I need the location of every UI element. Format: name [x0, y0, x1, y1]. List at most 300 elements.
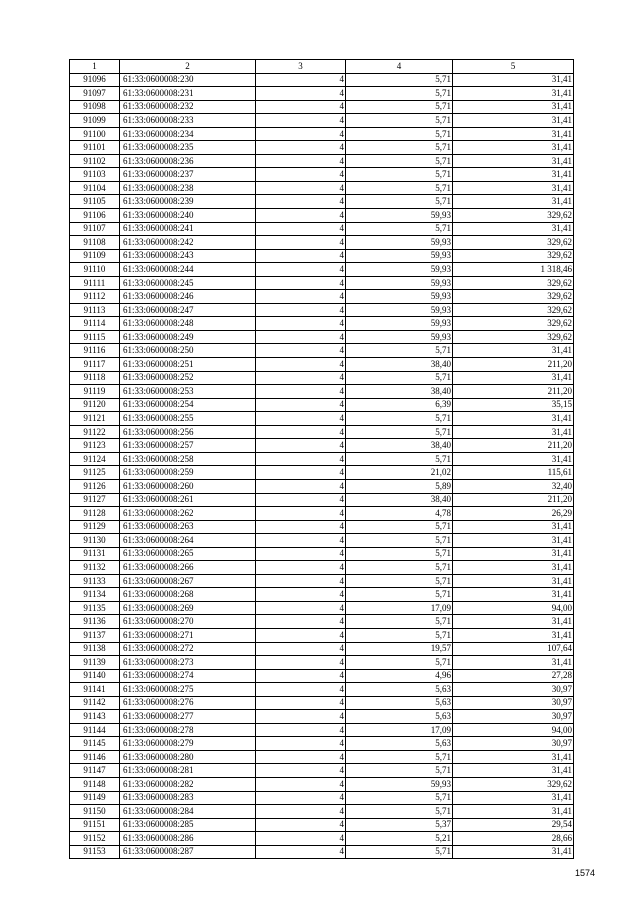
- table-row: [70, 642, 574, 656]
- table-row: [70, 764, 574, 778]
- row-number-cell: 91124: [70, 452, 120, 466]
- category-cell: 4: [256, 479, 346, 493]
- area-cell: 5,71: [346, 628, 453, 642]
- category-cell: 4: [256, 818, 346, 832]
- value-cell: 31,41: [453, 344, 574, 358]
- row-number-cell: 91125: [70, 466, 120, 480]
- category-cell: 4: [256, 100, 346, 114]
- table-row: [70, 452, 574, 466]
- table-row: [70, 141, 574, 155]
- row-number-cell: 91109: [70, 249, 120, 263]
- area-cell: 59,93: [346, 303, 453, 317]
- table-row: [70, 425, 574, 439]
- area-cell: 5,71: [346, 452, 453, 466]
- area-cell: 59,93: [346, 777, 453, 791]
- cadastral-number-cell: 61:33:0600008:237: [120, 168, 256, 182]
- row-number-cell: 91123: [70, 439, 120, 453]
- value-cell: 31,41: [453, 100, 574, 114]
- table-row: [70, 412, 574, 426]
- row-number-cell: 91100: [70, 127, 120, 141]
- column-header-1: 1: [70, 60, 120, 74]
- cadastral-number-cell: 61:33:0600008:275: [120, 683, 256, 697]
- cadastral-number-cell: 61:33:0600008:278: [120, 723, 256, 737]
- value-cell: 29,54: [453, 818, 574, 832]
- cadastral-number-cell: 61:33:0600008:271: [120, 628, 256, 642]
- cadastral-number-cell: 61:33:0600008:263: [120, 520, 256, 534]
- table-row: [70, 263, 574, 277]
- row-number-cell: 91117: [70, 358, 120, 372]
- table-row: [70, 398, 574, 412]
- value-cell: 31,41: [453, 764, 574, 778]
- cadastral-number-cell: 61:33:0600008:245: [120, 276, 256, 290]
- area-cell: 19,57: [346, 642, 453, 656]
- row-number-cell: 91114: [70, 317, 120, 331]
- table-row: [70, 330, 574, 344]
- table-row: [70, 669, 574, 683]
- value-cell: 31,41: [453, 805, 574, 819]
- area-cell: 5,71: [346, 791, 453, 805]
- value-cell: 329,62: [453, 330, 574, 344]
- table-row: [70, 114, 574, 128]
- value-cell: 30,97: [453, 696, 574, 710]
- row-number-cell: 91102: [70, 154, 120, 168]
- row-number-cell: 91150: [70, 805, 120, 819]
- category-cell: 4: [256, 520, 346, 534]
- area-cell: 5,71: [346, 154, 453, 168]
- table-row: [70, 358, 574, 372]
- category-cell: 4: [256, 737, 346, 751]
- area-cell: 5,71: [346, 114, 453, 128]
- area-cell: 59,93: [346, 276, 453, 290]
- value-cell: 31,41: [453, 561, 574, 575]
- category-cell: 4: [256, 777, 346, 791]
- row-number-cell: 91143: [70, 710, 120, 724]
- cadastral-number-cell: 61:33:0600008:259: [120, 466, 256, 480]
- area-cell: 17,09: [346, 723, 453, 737]
- value-cell: 329,62: [453, 276, 574, 290]
- category-cell: 4: [256, 344, 346, 358]
- category-cell: 4: [256, 601, 346, 615]
- area-cell: 59,93: [346, 209, 453, 223]
- table-row: [70, 371, 574, 385]
- category-cell: 4: [256, 710, 346, 724]
- row-number-cell: 91099: [70, 114, 120, 128]
- area-cell: 59,93: [346, 317, 453, 331]
- row-number-cell: 91137: [70, 628, 120, 642]
- value-cell: 31,41: [453, 141, 574, 155]
- area-cell: 38,40: [346, 385, 453, 399]
- row-number-cell: 91148: [70, 777, 120, 791]
- category-cell: 4: [256, 493, 346, 507]
- table-row: [70, 276, 574, 290]
- area-cell: 59,93: [346, 263, 453, 277]
- table-row: [70, 656, 574, 670]
- column-header-3: 3: [256, 60, 346, 74]
- area-cell: 5,21: [346, 832, 453, 846]
- area-cell: 5,71: [346, 425, 453, 439]
- table-row: [70, 791, 574, 805]
- row-number-cell: 91145: [70, 737, 120, 751]
- area-cell: 5,71: [346, 534, 453, 548]
- table-row: [70, 303, 574, 317]
- category-cell: 4: [256, 141, 346, 155]
- cadastral-number-cell: 61:33:0600008:255: [120, 412, 256, 426]
- cadastral-number-cell: 61:33:0600008:282: [120, 777, 256, 791]
- category-cell: 4: [256, 114, 346, 128]
- value-cell: 329,62: [453, 290, 574, 304]
- category-cell: 4: [256, 195, 346, 209]
- row-number-cell: 91107: [70, 222, 120, 236]
- value-cell: 30,97: [453, 710, 574, 724]
- value-cell: 31,41: [453, 845, 574, 859]
- value-cell: 35,15: [453, 398, 574, 412]
- table-row: [70, 628, 574, 642]
- row-number-cell: 91122: [70, 425, 120, 439]
- cadastral-number-cell: 61:33:0600008:234: [120, 127, 256, 141]
- table-row: [70, 479, 574, 493]
- table-row: [70, 73, 574, 87]
- row-number-cell: 91131: [70, 547, 120, 561]
- cadastral-number-cell: 61:33:0600008:258: [120, 452, 256, 466]
- row-number-cell: 91119: [70, 385, 120, 399]
- category-cell: 4: [256, 181, 346, 195]
- category-cell: 4: [256, 317, 346, 331]
- category-cell: 4: [256, 805, 346, 819]
- row-number-cell: 91105: [70, 195, 120, 209]
- table-row: [70, 100, 574, 114]
- cadastral-number-cell: 61:33:0600008:246: [120, 290, 256, 304]
- value-cell: 329,62: [453, 317, 574, 331]
- value-cell: 31,41: [453, 615, 574, 629]
- value-cell: 31,41: [453, 452, 574, 466]
- row-number-cell: 91121: [70, 412, 120, 426]
- row-number-cell: 91135: [70, 601, 120, 615]
- cadastral-number-cell: 61:33:0600008:286: [120, 832, 256, 846]
- area-cell: 5,71: [346, 195, 453, 209]
- row-number-cell: 91151: [70, 818, 120, 832]
- table-row: [70, 561, 574, 575]
- row-number-cell: 91139: [70, 656, 120, 670]
- category-cell: 4: [256, 371, 346, 385]
- cadastral-number-cell: 61:33:0600008:248: [120, 317, 256, 331]
- category-cell: 4: [256, 656, 346, 670]
- cadastral-number-cell: 61:33:0600008:269: [120, 601, 256, 615]
- row-number-cell: 91142: [70, 696, 120, 710]
- table-row: [70, 181, 574, 195]
- header-row: [70, 60, 574, 74]
- table-row: [70, 236, 574, 250]
- cadastral-number-cell: 61:33:0600008:276: [120, 696, 256, 710]
- value-cell: 31,41: [453, 534, 574, 548]
- table-row: [70, 710, 574, 724]
- cadastral-number-cell: 61:33:0600008:265: [120, 547, 256, 561]
- cadastral-number-cell: 61:33:0600008:232: [120, 100, 256, 114]
- table-row: [70, 168, 574, 182]
- cadastral-number-cell: 61:33:0600008:287: [120, 845, 256, 859]
- category-cell: 4: [256, 222, 346, 236]
- table-row: [70, 588, 574, 602]
- area-cell: 5,71: [346, 141, 453, 155]
- cadastral-number-cell: 61:33:0600008:285: [120, 818, 256, 832]
- category-cell: 4: [256, 168, 346, 182]
- value-cell: 329,62: [453, 209, 574, 223]
- value-cell: 329,62: [453, 236, 574, 250]
- area-cell: 17,09: [346, 601, 453, 615]
- table-row: [70, 317, 574, 331]
- table-row: [70, 574, 574, 588]
- cadastral-number-cell: 61:33:0600008:274: [120, 669, 256, 683]
- category-cell: 4: [256, 845, 346, 859]
- area-cell: 5,71: [346, 100, 453, 114]
- cadastral-number-cell: 61:33:0600008:270: [120, 615, 256, 629]
- cadastral-number-cell: 61:33:0600008:253: [120, 385, 256, 399]
- category-cell: 4: [256, 628, 346, 642]
- cadastral-number-cell: 61:33:0600008:284: [120, 805, 256, 819]
- area-cell: 5,71: [346, 845, 453, 859]
- category-cell: 4: [256, 358, 346, 372]
- category-cell: 4: [256, 439, 346, 453]
- cadastral-number-cell: 61:33:0600008:236: [120, 154, 256, 168]
- category-cell: 4: [256, 547, 346, 561]
- row-number-cell: 91106: [70, 209, 120, 223]
- cadastral-number-cell: 61:33:0600008:267: [120, 574, 256, 588]
- table-row: [70, 493, 574, 507]
- column-header-2: 2: [120, 60, 256, 74]
- value-cell: 31,41: [453, 127, 574, 141]
- value-cell: 31,41: [453, 114, 574, 128]
- row-number-cell: 91104: [70, 181, 120, 195]
- value-cell: 115,61: [453, 466, 574, 480]
- value-cell: 31,41: [453, 154, 574, 168]
- table-row: [70, 439, 574, 453]
- category-cell: 4: [256, 534, 346, 548]
- row-number-cell: 91152: [70, 832, 120, 846]
- category-cell: 4: [256, 615, 346, 629]
- cadastral-number-cell: 61:33:0600008:260: [120, 479, 256, 493]
- area-cell: 5,71: [346, 344, 453, 358]
- value-cell: 211,20: [453, 385, 574, 399]
- category-cell: 4: [256, 209, 346, 223]
- area-cell: 5,71: [346, 520, 453, 534]
- category-cell: 4: [256, 574, 346, 588]
- value-cell: 31,41: [453, 412, 574, 426]
- row-number-cell: 91126: [70, 479, 120, 493]
- row-number-cell: 91127: [70, 493, 120, 507]
- area-cell: 59,93: [346, 249, 453, 263]
- area-cell: 4,78: [346, 507, 453, 521]
- table-row: [70, 209, 574, 223]
- cadastral-number-cell: 61:33:0600008:239: [120, 195, 256, 209]
- area-cell: 5,71: [346, 615, 453, 629]
- category-cell: 4: [256, 466, 346, 480]
- cadastral-number-cell: 61:33:0600008:241: [120, 222, 256, 236]
- area-cell: 5,71: [346, 127, 453, 141]
- table-row: [70, 832, 574, 846]
- value-cell: 31,41: [453, 574, 574, 588]
- area-cell: 5,71: [346, 656, 453, 670]
- area-cell: 5,71: [346, 764, 453, 778]
- category-cell: 4: [256, 249, 346, 263]
- category-cell: 4: [256, 276, 346, 290]
- row-number-cell: 91153: [70, 845, 120, 859]
- page-number: 1574: [574, 868, 595, 878]
- table-row: [70, 195, 574, 209]
- value-cell: 329,62: [453, 249, 574, 263]
- value-cell: 31,41: [453, 628, 574, 642]
- row-number-cell: 91129: [70, 520, 120, 534]
- row-number-cell: 91144: [70, 723, 120, 737]
- cadastral-number-cell: 61:33:0600008:231: [120, 87, 256, 101]
- table-row: [70, 805, 574, 819]
- row-number-cell: 91115: [70, 330, 120, 344]
- value-cell: 31,41: [453, 425, 574, 439]
- table-row: [70, 750, 574, 764]
- row-number-cell: 91147: [70, 764, 120, 778]
- category-cell: 4: [256, 303, 346, 317]
- area-cell: 5,71: [346, 222, 453, 236]
- row-number-cell: 91120: [70, 398, 120, 412]
- area-cell: 38,40: [346, 439, 453, 453]
- cadastral-number-cell: 61:33:0600008:242: [120, 236, 256, 250]
- category-cell: 4: [256, 330, 346, 344]
- row-number-cell: 91128: [70, 507, 120, 521]
- table-row: [70, 385, 574, 399]
- area-cell: 21,02: [346, 466, 453, 480]
- table-row: [70, 723, 574, 737]
- value-cell: 211,20: [453, 439, 574, 453]
- value-cell: 27,28: [453, 669, 574, 683]
- area-cell: 38,40: [346, 358, 453, 372]
- category-cell: 4: [256, 507, 346, 521]
- area-cell: 5,71: [346, 588, 453, 602]
- value-cell: 107,64: [453, 642, 574, 656]
- value-cell: 26,29: [453, 507, 574, 521]
- value-cell: 31,41: [453, 520, 574, 534]
- category-cell: 4: [256, 669, 346, 683]
- area-cell: 5,71: [346, 73, 453, 87]
- value-cell: 31,41: [453, 195, 574, 209]
- category-cell: 4: [256, 263, 346, 277]
- value-cell: 31,41: [453, 656, 574, 670]
- area-cell: 5,37: [346, 818, 453, 832]
- table-row: [70, 222, 574, 236]
- table-row: [70, 818, 574, 832]
- value-cell: 1 318,46: [453, 263, 574, 277]
- value-cell: 30,97: [453, 683, 574, 697]
- cadastral-number-cell: 61:33:0600008:261: [120, 493, 256, 507]
- area-cell: 5,71: [346, 805, 453, 819]
- table-row: [70, 683, 574, 697]
- cadastral-number-cell: 61:33:0600008:230: [120, 73, 256, 87]
- row-number-cell: 91103: [70, 168, 120, 182]
- area-cell: 59,93: [346, 330, 453, 344]
- value-cell: 31,41: [453, 73, 574, 87]
- table-row: [70, 249, 574, 263]
- row-number-cell: 91096: [70, 73, 120, 87]
- value-cell: 211,20: [453, 493, 574, 507]
- cadastral-number-cell: 61:33:0600008:233: [120, 114, 256, 128]
- cadastral-number-cell: 61:33:0600008:279: [120, 737, 256, 751]
- area-cell: 5,71: [346, 168, 453, 182]
- category-cell: 4: [256, 642, 346, 656]
- row-number-cell: 91136: [70, 615, 120, 629]
- table-row: [70, 520, 574, 534]
- row-number-cell: 91108: [70, 236, 120, 250]
- cadastral-number-cell: 61:33:0600008:238: [120, 181, 256, 195]
- area-cell: 5,71: [346, 561, 453, 575]
- category-cell: 4: [256, 425, 346, 439]
- cadastral-number-cell: 61:33:0600008:268: [120, 588, 256, 602]
- area-cell: 5,63: [346, 683, 453, 697]
- table-row: [70, 777, 574, 791]
- table-row: [70, 615, 574, 629]
- cadastral-number-cell: 61:33:0600008:247: [120, 303, 256, 317]
- row-number-cell: 91097: [70, 87, 120, 101]
- value-cell: 31,41: [453, 371, 574, 385]
- area-cell: 5,63: [346, 696, 453, 710]
- area-cell: 5,71: [346, 87, 453, 101]
- cadastral-number-cell: 61:33:0600008:273: [120, 656, 256, 670]
- column-header-5: 5: [453, 60, 574, 74]
- table-body: [70, 73, 574, 859]
- category-cell: 4: [256, 561, 346, 575]
- category-cell: 4: [256, 236, 346, 250]
- value-cell: 329,62: [453, 303, 574, 317]
- row-number-cell: 91146: [70, 750, 120, 764]
- cadastral-number-cell: 61:33:0600008:283: [120, 791, 256, 805]
- column-header-4: 4: [346, 60, 453, 74]
- table-row: [70, 466, 574, 480]
- area-cell: 59,93: [346, 290, 453, 304]
- area-cell: 5,63: [346, 710, 453, 724]
- cadastral-number-cell: 61:33:0600008:251: [120, 358, 256, 372]
- category-cell: 4: [256, 127, 346, 141]
- value-cell: 329,62: [453, 777, 574, 791]
- area-cell: 5,71: [346, 371, 453, 385]
- cadastral-number-cell: 61:33:0600008:256: [120, 425, 256, 439]
- category-cell: 4: [256, 154, 346, 168]
- table-row: [70, 344, 574, 358]
- row-number-cell: 91113: [70, 303, 120, 317]
- row-number-cell: 91132: [70, 561, 120, 575]
- value-cell: 31,41: [453, 791, 574, 805]
- row-number-cell: 91130: [70, 534, 120, 548]
- category-cell: 4: [256, 87, 346, 101]
- cadastral-number-cell: 61:33:0600008:281: [120, 764, 256, 778]
- area-cell: 5,63: [346, 737, 453, 751]
- table-row: [70, 547, 574, 561]
- table-row: [70, 601, 574, 615]
- table-row: [70, 127, 574, 141]
- cadastral-number-cell: 61:33:0600008:277: [120, 710, 256, 724]
- area-cell: 38,40: [346, 493, 453, 507]
- row-number-cell: 91118: [70, 371, 120, 385]
- category-cell: 4: [256, 696, 346, 710]
- cadastral-number-cell: 61:33:0600008:235: [120, 141, 256, 155]
- cadastral-number-cell: 61:33:0600008:244: [120, 263, 256, 277]
- cadastral-number-cell: 61:33:0600008:272: [120, 642, 256, 656]
- cadastral-number-cell: 61:33:0600008:250: [120, 344, 256, 358]
- category-cell: 4: [256, 750, 346, 764]
- cadastral-number-cell: 61:33:0600008:243: [120, 249, 256, 263]
- category-cell: 4: [256, 73, 346, 87]
- cadastral-number-cell: 61:33:0600008:264: [120, 534, 256, 548]
- row-number-cell: 91111: [70, 276, 120, 290]
- cadastral-number-cell: 61:33:0600008:280: [120, 750, 256, 764]
- category-cell: 4: [256, 588, 346, 602]
- area-cell: 5,71: [346, 750, 453, 764]
- cadastral-number-cell: 61:33:0600008:262: [120, 507, 256, 521]
